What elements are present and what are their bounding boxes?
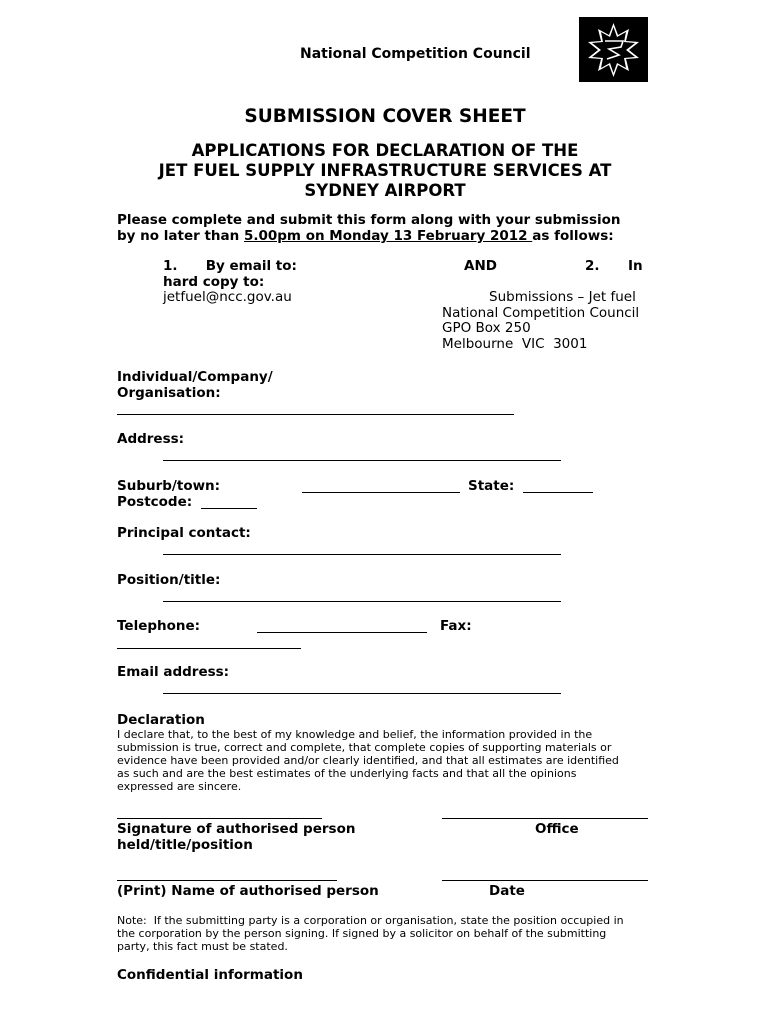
and-label: AND — [464, 258, 497, 274]
hard-copy-number: 2. — [585, 258, 600, 274]
organisation-name: National Competition Council — [300, 46, 531, 62]
state-field[interactable] — [523, 492, 593, 493]
address-field[interactable] — [163, 460, 561, 461]
organisation-label-2: Organisation: — [117, 385, 221, 401]
signature-label-2: held/title/position — [117, 837, 253, 853]
hard-copy-label: hard copy to: — [163, 274, 265, 290]
declaration-text-line-5: expressed are sincere. — [117, 780, 242, 793]
state-label: State: — [468, 478, 515, 494]
declaration-text-line-3: evidence have been provided and/or clearly identified, and that all estimates are identified — [117, 754, 619, 767]
declaration-heading: Declaration — [117, 712, 205, 728]
page-title: SUBMISSION COVER SHEET — [244, 106, 526, 127]
note-line-1: Note: If the submitting party is a corporation or organisation, state the position occupied in — [117, 914, 624, 927]
confidential-heading: Confidential information — [117, 967, 303, 983]
print-name-field[interactable] — [117, 880, 337, 881]
telephone-label: Telephone: — [117, 618, 201, 634]
note-line-2: the corporation by the person signing. If signed by a solicitor on behalf of the submitting — [117, 927, 607, 940]
organisation-field[interactable] — [117, 414, 514, 415]
suburb-label: Suburb/town: — [117, 478, 221, 494]
principal-contact-label: Principal contact: — [117, 525, 251, 541]
postcode-field[interactable] — [201, 508, 257, 509]
postcode-label: Postcode: — [117, 494, 193, 510]
fax-field[interactable] — [117, 648, 301, 649]
declaration-text-line-1: I declare that, to the best of my knowledge and belief, the information provided in the — [117, 728, 593, 741]
submission-email-link[interactable]: jetfuel@ncc.gov.au — [163, 289, 292, 305]
deadline-text: 5.00pm on Monday 13 February 2012 — [243, 228, 533, 244]
principal-contact-field[interactable] — [163, 554, 561, 555]
position-title-field[interactable] — [163, 601, 561, 602]
address-label: Address: — [117, 431, 185, 447]
telephone-field[interactable] — [257, 632, 427, 633]
postal-address-line-1: Submissions – Jet fuel — [489, 289, 636, 305]
date-field[interactable] — [442, 880, 648, 881]
note-line-3: party, this fact must be stated. — [117, 940, 288, 953]
postal-address-line-2: National Competition Council — [442, 305, 640, 321]
email-address-label: Email address: — [117, 664, 230, 680]
date-label: Date — [489, 883, 525, 899]
email-address-field[interactable] — [163, 693, 561, 694]
office-label: Office — [535, 821, 579, 837]
print-name-label: (Print) Name of authorised person — [117, 883, 379, 899]
signature-field[interactable] — [117, 818, 322, 819]
instructions-line-1: Please complete and submit this form along with your submission — [117, 212, 621, 228]
instructions-suffix: as follows: — [532, 228, 614, 244]
star-emblem-icon — [579, 17, 648, 82]
declaration-text-line-2: submission is true, correct and complete, that complete copies of supporting materials or — [117, 741, 612, 754]
email-method-label: 1. By email to: — [163, 258, 297, 274]
postal-address-line-3: GPO Box 250 — [442, 320, 531, 336]
ncc-logo — [579, 17, 648, 82]
instructions-line-2 — [117, 228, 614, 244]
signature-label-1: Signature of authorised person — [117, 821, 356, 837]
organisation-label-1: Individual/Company/ — [117, 369, 273, 385]
subtitle-line-3: SYDNEY AIRPORT — [304, 181, 466, 200]
fax-label: Fax: — [440, 618, 472, 634]
position-title-label: Position/title: — [117, 572, 221, 588]
subtitle-line-1: APPLICATIONS FOR DECLARATION OF THE — [191, 141, 579, 160]
postal-address-line-4: Melbourne VIC 3001 — [442, 336, 588, 352]
declaration-text-line-4: as such and are the best estimates of the underlying facts and that all the opinions — [117, 767, 577, 780]
office-field[interactable] — [442, 818, 648, 819]
instructions-prefix: by no later than — [117, 228, 244, 244]
suburb-field[interactable] — [302, 492, 460, 493]
hard-copy-in: In — [628, 258, 643, 274]
subtitle-line-2: JET FUEL SUPPLY INFRASTRUCTURE SERVICES AT — [158, 161, 612, 180]
